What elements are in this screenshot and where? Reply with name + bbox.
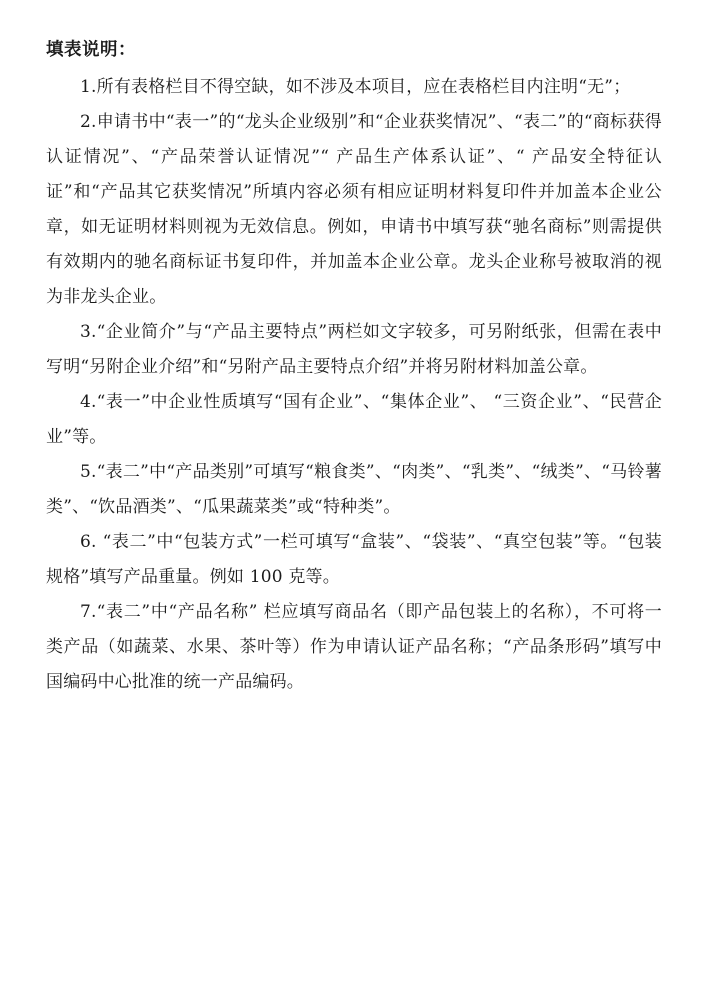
- instruction-paragraph-1: 1.所有表格栏目不得空缺，如不涉及本项目，应在表格栏目内注明“无”；: [80, 77, 631, 97]
- instruction-paragraph-3: 3.“企业简介”与“产品主要特点”两栏如文字较多，可另附纸张，但需在表中写明“另附企业介绍”和“另附产品主要特点介绍”并将另附材料加盖公章。: [46, 322, 662, 378]
- instruction-paragraph-5: 5.“表二”中“产品类别”可填写“粮食类”、“肉类”、“乳类”、“绒类”、“马铃薯类”、“饮品酒类”、“瓜果蔬菜类”或“特种类”。: [46, 462, 662, 518]
- instruction-paragraph-4: 4.“表一”中企业性质填写“国有企业”、“集体企业”、 “三资企业”、“民营企业”等。: [46, 392, 662, 448]
- instruction-paragraph-2: 2.申请书中“表一”的“龙头企业级别”和“企业获奖情况”、“表二”的“商标获得认证情况”、“产品荣誉认证情况”“ 产品生产体系认证”、“ 产品安全特征认证”和“产品其它获奖情况”所填内容必须有相应证明材料复印件并加盖本企业公章，如无证明材料则视为无效信息。例如，申请书中填写获“驰名商标”则需提供有效期内的驰名商标证书复印件，并加盖本企业公章。龙头企业称号被取消的视为非龙头企业。: [46, 112, 662, 308]
- instruction-paragraph-6: 6. “表二”中“包装方式”一栏可填写“盒装”、“袋装”、“真空包装”等。“包装规格”填写产品重量。例如 100 克等。: [46, 532, 662, 588]
- instruction-paragraph-7: 7.“表二”中“产品名称” 栏应填写商品名（即产品包装上的名称），不可将一类产品（如蔬菜、水果、茶叶等）作为申请认证产品名称；“产品条形码”填写中国编码中心批准的统一产品编码。: [46, 602, 662, 693]
- page-title: 填表说明：: [46, 40, 136, 60]
